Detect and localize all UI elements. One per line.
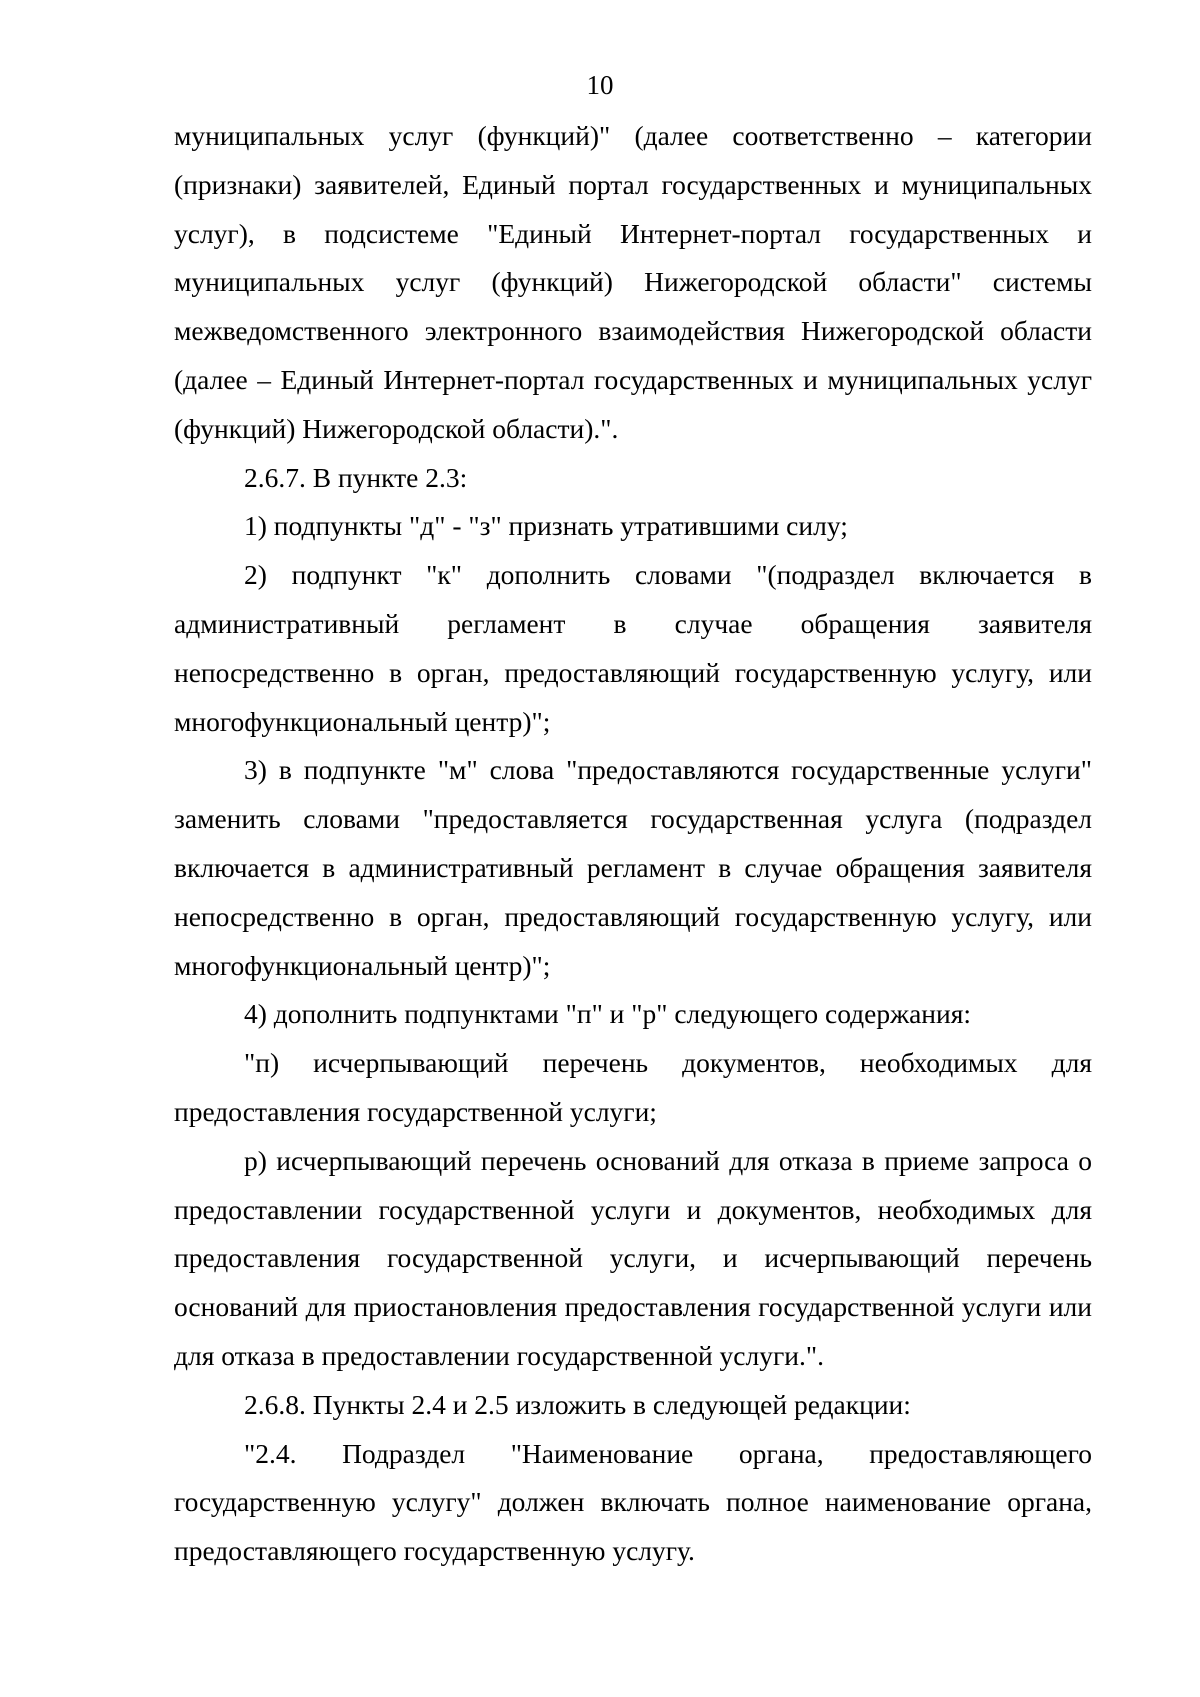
paragraph-2-6-7: 2.6.7. В пункте 2.3: — [244, 461, 468, 493]
paragraph-2-4: "2.4. Подраздел "Наименование органа, предоставляющего государственную услугу" должен включать полное наименование органа, предоставляющего государственную услугу. — [174, 1437, 1092, 1567]
paragraph-subitem-p: "п) исчерпывающий перечень документов, необходимых для предоставления государственной услуги; — [174, 1047, 1092, 1127]
paragraph-2-6-8: 2.6.8. Пункты 2.4 и 2.5 изложить в следующей редакции: — [244, 1388, 911, 1420]
paragraph-item-3: 3) в подпункте "м" слова "предоставляются государственные услуги" заменить словами "предоставляется государственная услуга (подраздел включается в административный регламент в случае обращения заявителя непосредственно в орган, предоставляющий государственную услугу, или многофункциональный центр)"; — [174, 754, 1092, 981]
paragraph-subitem-r: р) исчерпывающий перечень оснований для отказа в приеме запроса о предоставлении государственной услуги и документов, необходимых для предоставления государственной услуги, и исчерпывающий перечень оснований для приостановления предоставления государственной услуги или для отказа в предоставлении государственной услуги.". — [174, 1144, 1092, 1371]
paragraph-item-2: 2) подпункт "к" дополнить словами "(подраздел включается в административный регламент в случае обращения заявителя непосредственно в орган, предоставляющий государственную услугу, или многофункциональный центр)"; — [174, 559, 1092, 737]
paragraph-item-4: 4) дополнить подпунктами "п" и "р" следующего содержания: — [244, 998, 972, 1030]
paragraph-continuation: муниципальных услуг (функций)" (далее соответственно – категории (признаки) заявителей, Единый портал государственных и муниципальных услуг), в подсистеме "Единый Интернет-портал государственных и муниципальных услуг (функций) Нижегородской области" системы межведомственного электронного взаимодействия Нижегородской области (далее – Единый Интернет-портал государственных и муниципальных услуг (функций) Нижегородской области).". — [174, 120, 1092, 444]
document-body — [174, 112, 1092, 1576]
paragraph-item-1: 1) подпункты "д" - "з" признать утратившими силу; — [244, 510, 848, 542]
page-number: 10 — [586, 70, 614, 100]
